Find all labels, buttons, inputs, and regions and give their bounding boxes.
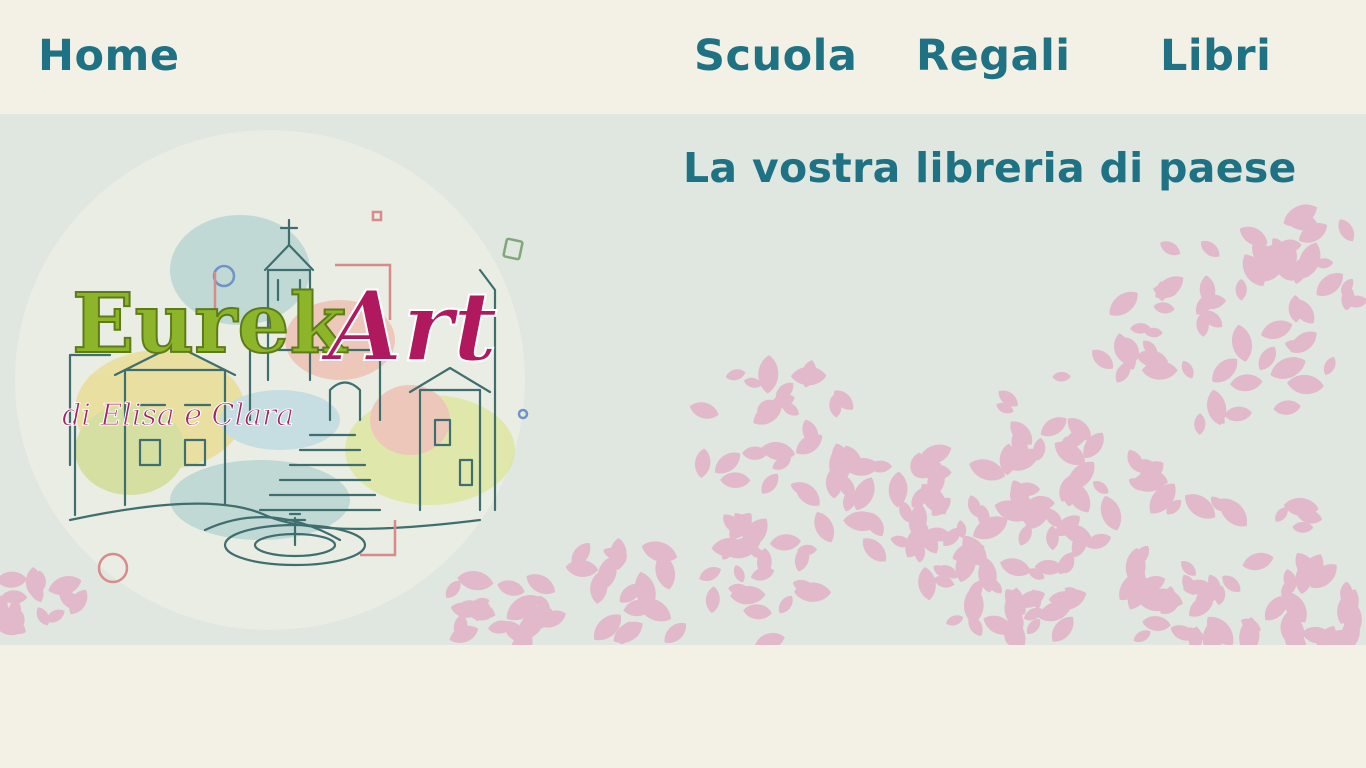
leaf-shape [1153, 301, 1176, 315]
leaf-shape [753, 630, 787, 645]
leaf-shape [697, 563, 724, 584]
leaf-shape [1141, 614, 1171, 632]
leaf-shape [1240, 549, 1275, 573]
logo-subtitle: di Elisa e Clara [62, 398, 295, 433]
leaf-shape [660, 618, 691, 645]
leaf-shape [720, 472, 750, 488]
nav-scuola-link[interactable]: Scuola [694, 31, 858, 81]
leaf-shape [1321, 355, 1339, 378]
leaf-shape [916, 566, 938, 602]
leaf-shape [693, 448, 711, 479]
leaf-shape [790, 476, 826, 511]
leaf-shape [809, 508, 839, 546]
logo-brand-eurek: Eurek [72, 276, 347, 372]
leaf-shape [759, 439, 796, 463]
leaf-shape [1179, 358, 1197, 380]
leaf-shape [1237, 616, 1261, 645]
leaf-shape [1096, 493, 1126, 534]
leaf-shape [944, 613, 965, 628]
leaf-shape [743, 603, 773, 620]
leaf-shape [1213, 492, 1254, 533]
leaf-shape [758, 355, 779, 394]
leaf-shape [1273, 399, 1302, 416]
leaf-shape [688, 399, 721, 422]
leaf-shape [1157, 238, 1183, 259]
leaf-shape [705, 586, 721, 614]
leaf-shape [1258, 316, 1295, 343]
leaf-shape [1178, 558, 1200, 580]
leaf-shape [799, 358, 820, 389]
leaf-shape [757, 470, 783, 498]
nav-regali-link[interactable]: Regali [916, 31, 1071, 81]
leaf-shape [1104, 286, 1143, 323]
leaf-shape [731, 563, 747, 584]
eurekart-logo[interactable] [10, 120, 540, 640]
leaf-shape [998, 554, 1034, 579]
leaf-shape [724, 367, 746, 382]
logo-brand-art: Art [328, 270, 498, 383]
leaf-shape [1334, 216, 1358, 245]
leaf-shape [1052, 372, 1071, 382]
leaf-shape [775, 593, 796, 617]
leaf-shape [1131, 627, 1153, 645]
leaf-shape [1223, 406, 1252, 423]
leaf-shape [769, 533, 801, 552]
nav-home-link[interactable]: Home [38, 31, 180, 81]
leaf-shape [1197, 237, 1223, 261]
leaf-shape [857, 533, 891, 567]
leaf-shape [1361, 607, 1366, 644]
leaf-shape [1229, 373, 1263, 393]
leaf-shape [1088, 345, 1118, 374]
top-nav [0, 0, 1366, 114]
leaf-shape [1236, 279, 1247, 301]
nav-libri-link[interactable]: Libri [1160, 31, 1272, 81]
leaf-shape [1090, 478, 1111, 498]
leaf-shape [1194, 413, 1206, 435]
hero-tagline: La vostra libreria di paese [683, 144, 1297, 192]
